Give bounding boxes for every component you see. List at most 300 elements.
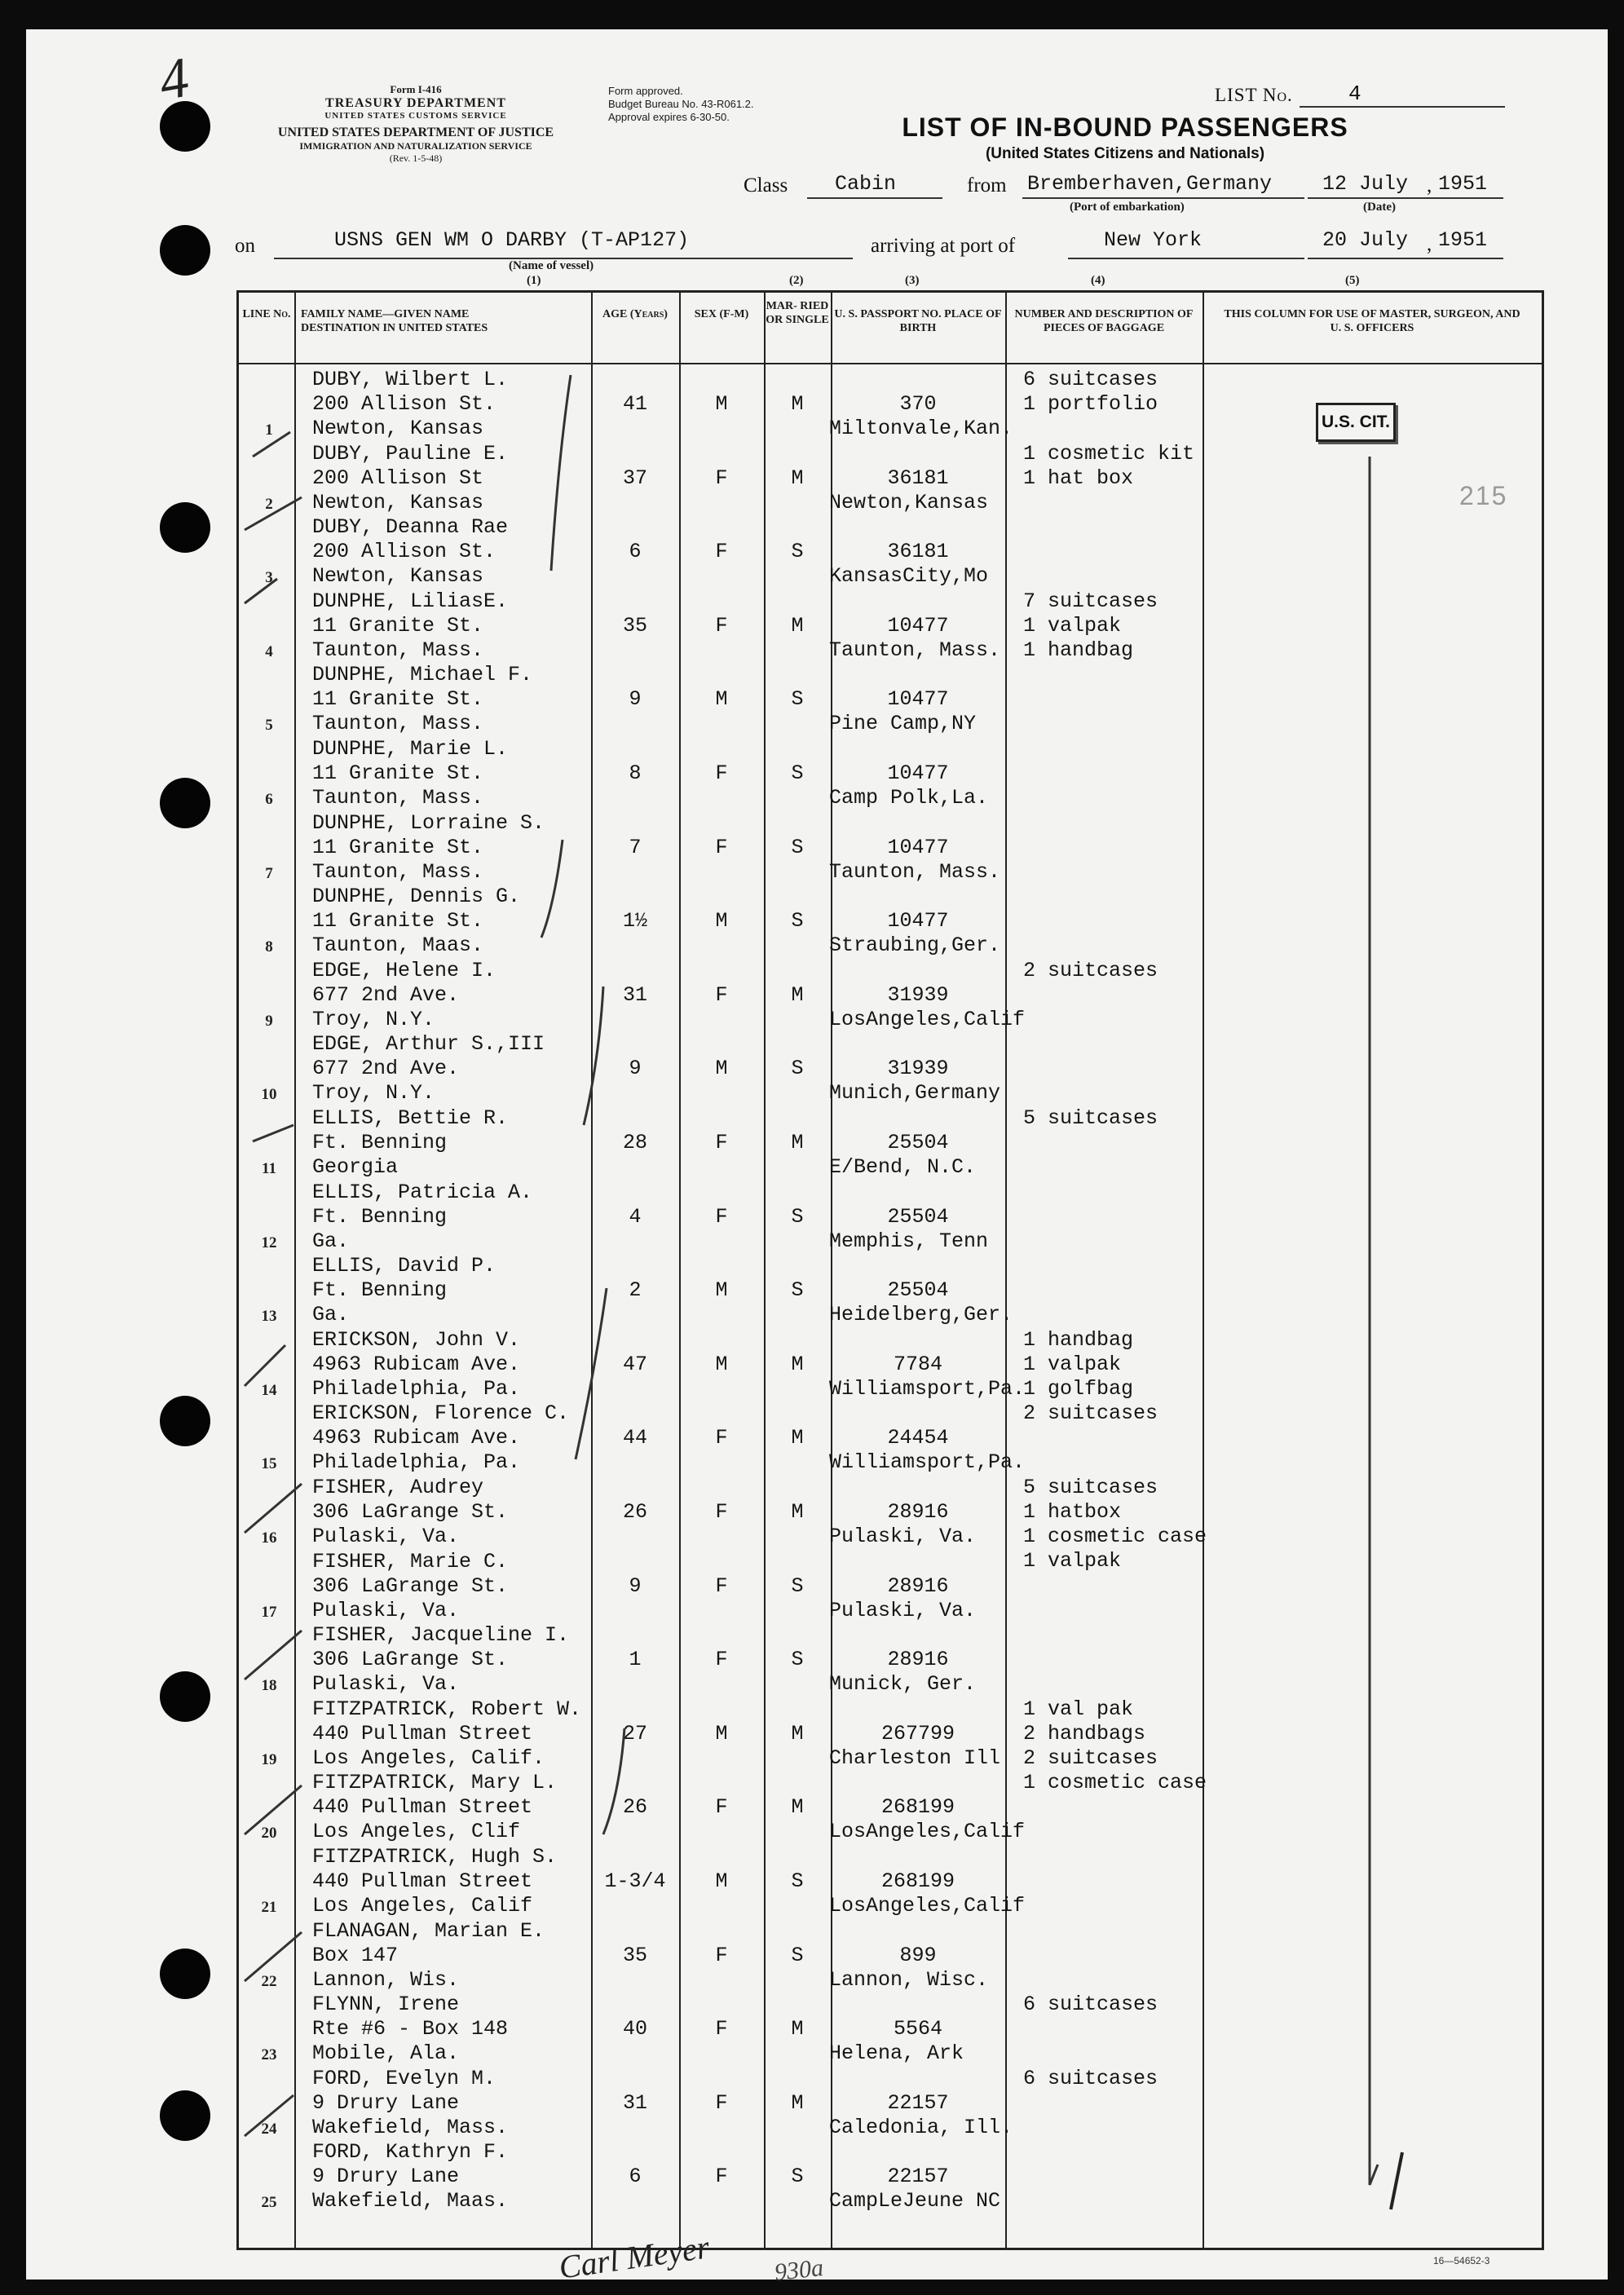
passport-number: 10477 (887, 909, 949, 933)
passenger-address: 11 Granite St. (312, 761, 484, 785)
passenger-age: 9 (629, 1057, 642, 1081)
place-of-birth: Straubing,Ger. (829, 933, 1001, 958)
passenger-age: 1-3/4 (604, 1869, 666, 1893)
line-number: 18 (261, 1677, 277, 1695)
corner-number: 4 (154, 46, 194, 113)
passenger-name: DUNPHE, Dennis G. (312, 885, 521, 909)
passenger-sex: F (715, 761, 728, 785)
marital-status: M (791, 1426, 804, 1450)
passenger-city: Philadelphia, Pa. (312, 1450, 521, 1475)
punch-hole (160, 1396, 210, 1446)
from-label: from (967, 174, 1007, 196)
passenger-name: FLYNN, Irene (312, 1993, 460, 2017)
passenger-city: Newton, Kansas (312, 564, 484, 589)
place-of-birth: Charleston Ill (829, 1746, 1001, 1770)
passenger-address: 306 LaGrange St. (312, 1500, 509, 1524)
port-of-embarkation: Bremberhaven,Germany (1027, 172, 1273, 196)
passport-number: 36181 (887, 540, 949, 564)
col-header-age: AGE (Years) (602, 308, 668, 320)
departure-date: 12 July (1322, 172, 1409, 196)
vessel-name: USNS GEN WM O DARBY (T-AP127) (334, 228, 690, 252)
passenger-sex: F (715, 982, 728, 1007)
punch-hole (160, 502, 210, 553)
passenger-age: 37 (622, 466, 647, 490)
passenger-address: Ft. Benning (312, 1278, 448, 1303)
table-row (239, 1696, 1542, 1769)
passenger-age: 47 (622, 1352, 647, 1376)
agency-header (228, 83, 603, 165)
passenger-address: 9 Drury Lane (312, 2090, 460, 2115)
passenger-address: 440 Pullman Street (312, 1869, 533, 1893)
place-of-birth: Newton,Kansas (829, 490, 989, 514)
line-number: 16 (261, 1529, 277, 1547)
baggage-item: 2 handbags (1023, 1721, 1146, 1746)
marital-status: M (791, 1721, 804, 1746)
passenger-age: 31 (622, 2090, 647, 2115)
line-number: 10 (261, 1086, 277, 1104)
marital-status: M (791, 613, 804, 638)
passport-number: 28916 (887, 1648, 949, 1672)
passport-number: 899 (899, 1943, 937, 1967)
baggage-item: 2 suitcases (1023, 1746, 1158, 1770)
passenger-name: DUNPHE, LiliasE. (312, 589, 509, 613)
line-number: 11 (262, 1160, 276, 1177)
arrival-date: 20 July (1322, 228, 1409, 252)
baggage-item: 1 valpak (1023, 1352, 1122, 1376)
line-number: 5 (265, 717, 273, 735)
approval-line: Budget Bureau No. 43-R061.2. (608, 98, 754, 110)
marital-status: S (791, 1943, 804, 1967)
marital-status: M (791, 466, 804, 490)
table-row (239, 735, 1542, 809)
col-header-officers: THIS COLUMN FOR USE OF MASTER, SURGEON, AND U. S. OFFICERS (1224, 308, 1520, 334)
approval-note (608, 85, 754, 124)
passenger-city: Pulaski, Va. (312, 1525, 460, 1548)
col-header-line: LINE No. (242, 308, 291, 320)
page-title: LIST OF IN-BOUND PASSENGERS (902, 113, 1348, 142)
passenger-name: ELLIS, Patricia A. (312, 1180, 533, 1204)
passenger-name: DUBY, Wilbert L. (312, 368, 509, 391)
col-header-passport: U. S. PASSPORT NO. PLACE OF BIRTH (834, 308, 1002, 334)
passenger-age: 6 (629, 2165, 642, 2189)
passport-number: 25504 (887, 1131, 949, 1154)
passenger-city: Troy, N.Y. (312, 1007, 435, 1031)
table-row (239, 1400, 1542, 1473)
list-number-label: LIST No. (1215, 85, 1293, 105)
baggage-item: 5 suitcases (1023, 1106, 1158, 1130)
table-row (239, 440, 1542, 514)
place-of-birth: Munich,Germany (829, 1081, 1001, 1106)
passenger-sex: F (715, 2017, 728, 2041)
passport-number: 10477 (887, 761, 949, 785)
marital-status: M (791, 2090, 804, 2115)
passenger-age: 4 (629, 1204, 642, 1229)
passenger-name: ERICKSON, Florence C. (312, 1401, 570, 1426)
passenger-age: 8 (629, 761, 642, 785)
passenger-age: 1 (629, 1648, 642, 1672)
passport-number: 10477 (887, 613, 949, 638)
passenger-name: DUBY, Deanna Rae (312, 515, 509, 540)
passport-number: 7784 (893, 1352, 942, 1376)
passenger-sex: M (715, 687, 728, 712)
passenger-city: Los Angeles, Clif (312, 1820, 521, 1844)
passenger-sex: M (715, 1869, 728, 1893)
column-number: (4) (1091, 274, 1105, 287)
passenger-name: FLANAGAN, Marian E. (312, 1918, 545, 1943)
passenger-city: Los Angeles, Calif (312, 1894, 533, 1918)
passenger-city: Los Angeles, Calif. (312, 1746, 545, 1770)
passenger-city: Pulaski, Va. (312, 1672, 460, 1697)
passenger-address: Rte #6 - Box 148 (312, 2017, 509, 2041)
baggage-item: 1 hat box (1023, 466, 1134, 490)
passenger-name: ELLIS, David P. (312, 1254, 496, 1278)
passenger-address: 11 Granite St. (312, 613, 484, 638)
table-row (239, 1031, 1542, 1104)
passenger-sex: F (715, 466, 728, 490)
page-number: 215 (1459, 481, 1508, 510)
passenger-name: EDGE, Helene I. (312, 958, 496, 982)
immigration-service: IMMIGRATION AND NATURALIZATION SERVICE (299, 140, 532, 152)
punch-hole (160, 2090, 210, 2141)
table-row (239, 1622, 1542, 1695)
marital-status: S (791, 687, 804, 712)
passenger-city: Georgia (312, 1155, 399, 1179)
marital-status: S (791, 1057, 804, 1081)
passenger-age: 6 (629, 540, 642, 564)
marital-status: S (791, 1869, 804, 1893)
passenger-sex: F (715, 1131, 728, 1154)
passport-number: 268199 (880, 1795, 955, 1820)
table-row (239, 957, 1542, 1031)
line-number: 7 (265, 864, 273, 882)
column-number: (1) (527, 274, 541, 287)
passenger-name: FORD, Evelyn M. (312, 2066, 496, 2090)
col-header-married: MAR- RIED OR SINGLE (766, 300, 829, 326)
passport-number: 370 (899, 392, 937, 416)
passenger-address: 440 Pullman Street (312, 1721, 533, 1746)
table-row (239, 1252, 1542, 1326)
place-of-birth: Lannon, Wisc. (829, 1967, 989, 1992)
place-of-birth: LosAngeles,Calif (829, 1894, 1026, 1918)
passenger-sex: M (715, 909, 728, 933)
passenger-sex: F (715, 1500, 728, 1524)
column-number: (2) (789, 274, 804, 287)
passenger-city: Newton, Kansas (312, 490, 484, 514)
baggage-item: 1 handbag (1023, 1327, 1134, 1352)
place-of-birth: E/Bend, N.C. (829, 1155, 977, 1179)
passenger-address: 306 LaGrange St. (312, 1573, 509, 1598)
passenger-city: Taunton, Mass. (312, 786, 484, 810)
place-of-birth: LosAngeles,Calif (829, 1820, 1026, 1844)
us-citizen-stamp: U.S. CIT. (1316, 403, 1396, 442)
passenger-age: 41 (622, 392, 647, 416)
passenger-age: 40 (622, 2017, 647, 2041)
baggage-item: 6 suitcases (1023, 2066, 1158, 2090)
baggage-item: 1 hatbox (1023, 1500, 1122, 1524)
passenger-sex: M (715, 1278, 728, 1303)
marital-status: S (791, 1278, 804, 1303)
passenger-city: Pulaski, Va. (312, 1598, 460, 1622)
line-number: 6 (265, 791, 273, 808)
passport-number: 25504 (887, 1204, 949, 1229)
line-number: 13 (261, 1308, 277, 1326)
passenger-city: Taunton, Mass. (312, 859, 484, 884)
table-row (239, 1105, 1542, 1178)
passenger-sex: F (715, 1426, 728, 1450)
marital-status: M (791, 2017, 804, 2041)
marital-status: M (791, 1795, 804, 1820)
line-number: 4 (265, 642, 273, 660)
punch-hole (160, 1949, 210, 1999)
place-of-birth: Williamsport,Pa. (829, 1376, 1026, 1401)
passenger-age: 35 (622, 613, 647, 638)
column-number: (5) (1345, 274, 1360, 287)
table-row (239, 1843, 1542, 1917)
baggage-item: 7 suitcases (1023, 589, 1158, 613)
passenger-age: 9 (629, 1573, 642, 1598)
list-number: 4 (1300, 82, 1505, 108)
baggage-item: 1 valpak (1023, 1549, 1122, 1573)
on-label: on (235, 235, 255, 257)
officer-signature: Carl Meyer (556, 2228, 712, 2286)
justice-dept: UNITED STATES DEPARTMENT OF JUSTICE (277, 126, 554, 139)
passenger-city: Lannon, Wis. (312, 1967, 460, 1992)
place-of-birth: Pulaski, Va. (829, 1525, 977, 1548)
passenger-sex: M (715, 1721, 728, 1746)
arriving-label: arriving at port of (871, 235, 1016, 257)
form-code: 16—54652-3 (1433, 2255, 1490, 2266)
passenger-sex: F (715, 2090, 728, 2115)
passenger-address: 200 Allison St. (312, 540, 496, 564)
place-of-birth: Pine Camp,NY (829, 712, 977, 736)
passenger-address: 677 2nd Ave. (312, 982, 460, 1007)
passenger-name: FISHER, Jacqueline I. (312, 1623, 570, 1648)
marital-status: M (791, 1131, 804, 1154)
passenger-address: 4963 Rubicam Ave. (312, 1426, 521, 1450)
table-row (239, 2065, 1542, 2138)
passenger-name: DUBY, Pauline E. (312, 441, 509, 466)
passenger-address: Ft. Benning (312, 1131, 448, 1154)
passport-number: 31939 (887, 1057, 949, 1081)
table-row (239, 588, 1542, 661)
class-label: Class (744, 174, 788, 196)
passenger-sex: F (715, 835, 728, 859)
passenger-name: EDGE, Arthur S.,III (312, 1032, 545, 1057)
passenger-address: 11 Granite St. (312, 909, 484, 933)
approval-line: Approval expires 6-30-50. (608, 111, 730, 123)
table-row (239, 514, 1542, 587)
baggage-item: 6 suitcases (1023, 1993, 1158, 2017)
table-row (239, 1769, 1542, 1843)
baggage-item: 1 cosmetic kit (1023, 441, 1195, 466)
page-subtitle: (United States Citizens and Nationals) (985, 145, 1265, 162)
baggage-item: 6 suitcases (1023, 368, 1158, 391)
punch-hole (160, 778, 210, 828)
passenger-name: FITZPATRICK, Hugh S. (312, 1845, 558, 1869)
place-of-birth: KansasCity,Mo (829, 564, 989, 589)
table-row (239, 2138, 1542, 2212)
line-number: 8 (265, 938, 273, 956)
marital-status: S (791, 761, 804, 785)
passenger-city: Philadelphia, Pa. (312, 1376, 521, 1401)
passenger-address: 4963 Rubicam Ave. (312, 1352, 521, 1376)
customs-service: UNITED STATES CUSTOMS SERVICE (324, 111, 507, 121)
line-number: 23 (261, 2046, 277, 2064)
passenger-sex: F (715, 2165, 728, 2189)
place-of-birth: Williamsport,Pa. (829, 1450, 1026, 1475)
passenger-name: DUNPHE, Marie L. (312, 737, 509, 761)
revision-date: (Rev. 1-5-48) (389, 152, 443, 164)
line-number: 9 (265, 1012, 273, 1030)
punch-hole (160, 1671, 210, 1722)
form-number: Form I-416 (390, 83, 442, 95)
passenger-name: FISHER, Audrey (312, 1476, 484, 1499)
passenger-age: 7 (629, 835, 642, 859)
passenger-city: Wakefield, Maas. (312, 2189, 509, 2213)
passenger-city: Newton, Kansas (312, 417, 484, 440)
line-number: 12 (261, 1234, 277, 1251)
departure-year: 1951 (1438, 172, 1488, 196)
passenger-sex: F (715, 1648, 728, 1672)
passport-number: 22157 (887, 2090, 949, 2115)
passport-number: 268199 (880, 1869, 955, 1893)
marital-status: M (791, 982, 804, 1007)
treasury-dept: TREASURY DEPARTMENT (325, 96, 506, 110)
passport-number: 24454 (887, 1426, 949, 1450)
class-value: Cabin (835, 172, 897, 196)
line-number: 15 (261, 1455, 277, 1473)
col-header-name: FAMILY NAME—GIVEN NAME DESTINATION IN UNITED STATES (301, 308, 488, 334)
place-of-birth: Miltonvale,Kan. (829, 417, 1013, 440)
marital-status: S (791, 835, 804, 859)
passenger-city: Ga. (312, 1303, 350, 1327)
baggage-item: 1 handbag (1023, 638, 1134, 662)
place-of-birth: Caledonia, Ill. (829, 2115, 1013, 2139)
passenger-sex: M (715, 392, 728, 416)
passenger-age: 26 (622, 1795, 647, 1820)
passenger-city: Taunton, Mass. (312, 638, 484, 662)
line-number: 20 (261, 1825, 277, 1843)
place-of-birth: Memphis, Tenn (829, 1229, 989, 1253)
passenger-address: 306 LaGrange St. (312, 1648, 509, 1672)
date-caption: (Date) (1363, 201, 1396, 214)
passenger-name: FITZPATRICK, Robert W. (312, 1697, 582, 1721)
vessel-caption: (Name of vessel) (509, 259, 594, 272)
passenger-name: ERICKSON, John V. (312, 1327, 521, 1352)
passport-number: 5564 (893, 2017, 942, 2041)
col-header-sex: SEX (F-M) (694, 308, 749, 320)
passenger-address: 11 Granite St. (312, 687, 484, 712)
col-header-baggage: NUMBER AND DESCRIPTION OF PIECES OF BAGGAGE (1014, 308, 1194, 334)
place-of-birth: Taunton, Mass. (829, 859, 1001, 884)
arrival-port: New York (1104, 228, 1203, 252)
passport-number: 22157 (887, 2165, 949, 2189)
column-number: (3) (905, 274, 920, 287)
passenger-sex: F (715, 1573, 728, 1598)
marital-status: M (791, 1500, 804, 1524)
marital-status: S (791, 909, 804, 933)
table-row (239, 1326, 1542, 1400)
passport-number: 36181 (887, 466, 949, 490)
baggage-item: 1 val pak (1023, 1697, 1134, 1721)
passenger-sex: F (715, 1795, 728, 1820)
passport-number: 28916 (887, 1573, 949, 1598)
passenger-age: 35 (622, 1943, 647, 1967)
place-of-birth: Helena, Ark (829, 2041, 964, 2066)
passenger-address: 677 2nd Ave. (312, 1057, 460, 1081)
passenger-age: 9 (629, 687, 642, 712)
line-number: 21 (261, 1899, 277, 1916)
passenger-address: Box 147 (312, 1943, 399, 1967)
passenger-sex: F (715, 1943, 728, 1967)
marital-status: S (791, 540, 804, 564)
passenger-name: DUNPHE, Lorraine S. (312, 810, 545, 835)
marital-status: S (791, 1204, 804, 1229)
passenger-city: Taunton, Mass. (312, 712, 484, 736)
marital-status: M (791, 392, 804, 416)
table-row (239, 1991, 1542, 2064)
passenger-age: 26 (622, 1500, 647, 1524)
passenger-name: DUNPHE, Michael F. (312, 663, 533, 687)
baggage-item: 1 portfolio (1023, 392, 1158, 416)
passenger-sex: M (715, 1057, 728, 1081)
passport-number: 25504 (887, 1278, 949, 1303)
table-row (239, 1918, 1542, 1991)
passenger-city: Mobile, Ala. (312, 2041, 460, 2066)
passenger-age: 31 (622, 982, 647, 1007)
line-number: 25 (261, 2194, 277, 2212)
passport-number: 28916 (887, 1500, 949, 1524)
passenger-address: 200 Allison St. (312, 392, 496, 416)
passenger-city: Wakefield, Mass. (312, 2115, 509, 2139)
baggage-item: 1 golfbag (1023, 1376, 1134, 1401)
baggage-item: 5 suitcases (1023, 1476, 1158, 1499)
passenger-sex: F (715, 1204, 728, 1229)
passenger-name: FISHER, Marie C. (312, 1549, 509, 1573)
place-of-birth: Taunton, Mass. (829, 638, 1001, 662)
passenger-city: Ga. (312, 1229, 350, 1253)
approval-line: Form approved. (608, 85, 683, 97)
line-number: 17 (261, 1603, 277, 1621)
marital-status: S (791, 2165, 804, 2189)
baggage-item: 1 cosmetic case (1023, 1771, 1207, 1795)
table-row (239, 661, 1542, 735)
table-row (239, 810, 1542, 883)
line-number: 3 (265, 569, 273, 587)
passenger-address: 200 Allison St (312, 466, 484, 490)
place-of-birth: Heidelberg,Ger. (829, 1303, 1013, 1327)
passenger-sex: F (715, 540, 728, 564)
table-row (239, 883, 1542, 956)
passenger-address: 11 Granite St. (312, 835, 484, 859)
signature-note: 930a (773, 2253, 825, 2287)
passport-number: 10477 (887, 835, 949, 859)
embarkation-caption: (Port of embarkation) (1070, 201, 1185, 214)
passenger-age: 28 (622, 1131, 647, 1154)
passenger-age: 1½ (622, 909, 647, 933)
passenger-address: Ft. Benning (312, 1204, 448, 1229)
punch-hole (160, 225, 210, 276)
arrival-year: 1951 (1438, 228, 1488, 252)
line-number: 24 (261, 2120, 277, 2138)
passenger-age: 27 (622, 1721, 647, 1746)
baggage-item: 1 valpak (1023, 613, 1122, 638)
place-of-birth: Pulaski, Va. (829, 1598, 977, 1622)
line-number: 19 (261, 1750, 277, 1768)
passport-number: 10477 (887, 687, 949, 712)
passenger-table (236, 290, 1544, 2250)
passenger-city: Taunton, Maas. (312, 933, 484, 958)
